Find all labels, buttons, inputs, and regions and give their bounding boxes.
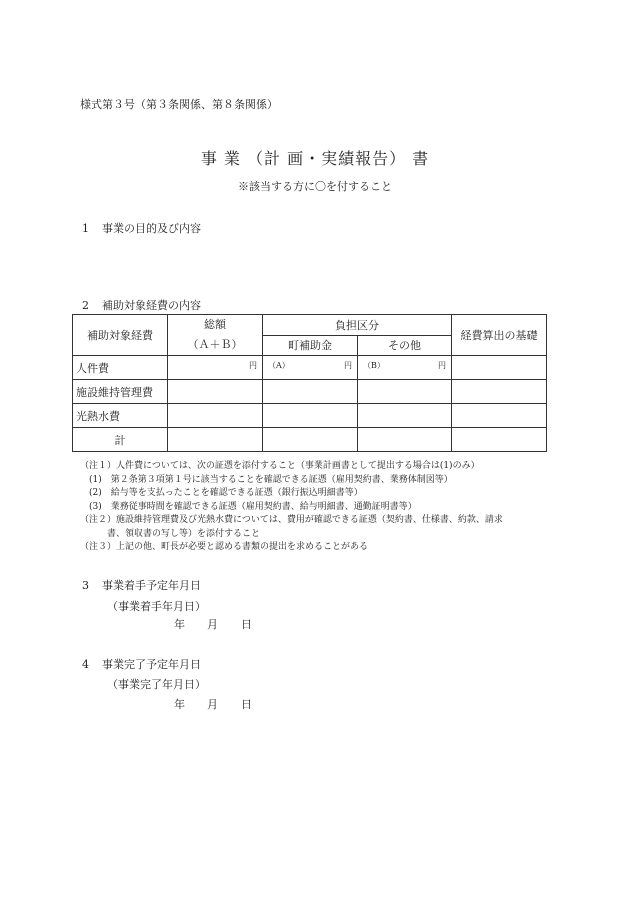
basis-cell[interactable]: [452, 404, 547, 428]
section-number: 3: [82, 579, 89, 592]
section-4-heading: [82, 656, 201, 672]
header-share: 負担区分: [263, 315, 452, 336]
unit-label: 円: [438, 361, 446, 370]
form-number: 様式第３号（第３条関係、第８条関係）: [80, 98, 278, 111]
note-line: (2) 給与等を支払ったことを確認できる証憑（銀行振込明細書等）: [80, 488, 363, 498]
note-line: （注１）人件費については、次の証憑を添付すること（事業計画書として提出する場合は(1)のみ）: [80, 461, 480, 471]
document-subtitle: ※該当する方に〇を付すること: [238, 180, 392, 193]
header-total-sub: （Ａ＋Ｂ）: [187, 338, 243, 351]
unit-label: 円: [344, 361, 352, 370]
section-label: 補助対象経費の内容: [102, 299, 201, 312]
date-year: 年: [174, 698, 185, 711]
header-basis: 経費算出の基礎: [452, 315, 547, 356]
cost-table: [72, 314, 547, 452]
section-number: 4: [82, 658, 89, 671]
note-line: (1) 第２条第３項第１号に該当することを確認できる証憑（雇用契約書、業務体制図等）: [80, 474, 453, 485]
basis-cell[interactable]: [452, 428, 547, 452]
tag-a: （A）: [268, 361, 290, 370]
total-cell[interactable]: [168, 356, 263, 380]
notes: [80, 460, 550, 555]
total-cell[interactable]: [168, 404, 263, 428]
note-line: （注２）施設維持管理費及び光熱水費については、費用が確認できる証憑（契約書、仕様書、約款、請求: [80, 515, 503, 525]
section-label: 事業完了予定年月日: [102, 658, 201, 671]
header-item: 補助対象経費: [73, 315, 168, 356]
town-cell[interactable]: [263, 428, 358, 452]
date-month: 月: [207, 698, 218, 711]
town-cell[interactable]: [263, 404, 358, 428]
basis-cell[interactable]: [452, 380, 547, 404]
document-title: 事 業 （計 画・実績報告） 書: [200, 149, 430, 168]
tag-b: （B）: [363, 361, 385, 370]
section-number: 1: [82, 222, 89, 235]
header-other: その他: [358, 335, 452, 356]
section-4-sub: （事業完了年月日）: [107, 678, 206, 691]
date-day: 日: [241, 698, 252, 711]
row-label: 光熱水費: [73, 404, 168, 428]
note-line: (3) 業務従事時間を確認できる証憑（雇用契約書、給与明細書、通勤証明書等）: [80, 501, 417, 512]
row-label: 人件費: [73, 356, 168, 380]
basis-cell[interactable]: [452, 356, 547, 380]
section-label: 事業着手予定年月日: [102, 579, 201, 592]
header-total-label: 総額: [204, 318, 226, 331]
row-label-total: 計: [73, 428, 168, 452]
header-town-subsidy: 町補助金: [263, 335, 358, 356]
town-cell[interactable]: [263, 380, 358, 404]
section-number: 2: [82, 299, 89, 312]
section-3-heading: [82, 577, 201, 593]
note-line: 書、領収書の写し等）を添付すること: [80, 528, 261, 539]
note-line: （注３）上記の他、町長が必要と認める書類の提出を求めることがある: [80, 542, 369, 552]
other-cell[interactable]: [358, 428, 452, 452]
total-cell[interactable]: [168, 428, 263, 452]
section-2-heading: [82, 297, 201, 313]
header-total: [168, 315, 263, 356]
other-cell[interactable]: [358, 380, 452, 404]
section-label: 事業の目的及び内容: [102, 222, 201, 235]
date-month: 月: [207, 618, 218, 631]
total-cell[interactable]: [168, 380, 263, 404]
date-year: 年: [174, 618, 185, 631]
other-cell[interactable]: [358, 404, 452, 428]
town-cell[interactable]: [263, 356, 358, 380]
row-label: 施設維持管理費: [73, 380, 168, 404]
section-1-heading: [82, 220, 201, 236]
date-day: 日: [241, 618, 252, 631]
section-3-sub: （事業着手年月日）: [107, 600, 206, 613]
unit-label: 円: [249, 361, 257, 370]
other-cell[interactable]: [358, 356, 452, 380]
